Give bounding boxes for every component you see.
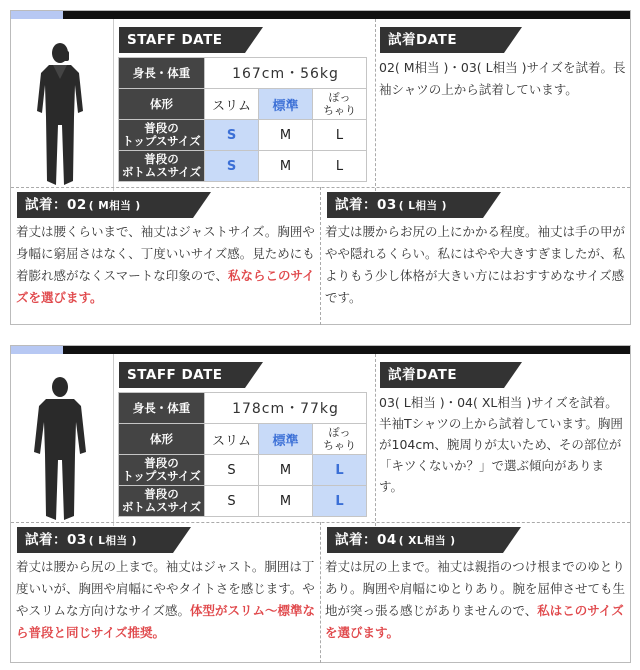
height-weight-value: 167cm・56kg [205, 58, 367, 89]
bottoms-label-line2: ボトムスサイズ [121, 500, 202, 514]
bottoms-size-s: S [205, 151, 259, 182]
review-highlight: 体型がスリム～標準なら普段と同じサイズ推奨。 [16, 603, 316, 640]
top-bar-accent [11, 346, 63, 354]
staff-date-header: STAFF DATE [119, 27, 245, 53]
review-header-03 [327, 192, 483, 218]
tops-size-row [119, 455, 367, 486]
review-header-02 [17, 192, 193, 218]
body-type-standard: 標準 [259, 424, 313, 455]
review-title: 試着：03 [335, 197, 397, 213]
divider-vertical-reviews [320, 187, 321, 325]
bottoms-label-line2: ボトムスサイズ [121, 165, 202, 179]
tops-size-label [119, 455, 205, 486]
trial-summary: 02( M相当 )・03( L相当 )サイズを試着。長袖シャツの上から試着しています。 [379, 60, 626, 97]
body-type-label: 体形 [119, 89, 205, 120]
trial-date-header: 試着DATE [380, 27, 504, 53]
review-body: 着丈は尻の上まで。袖丈は親指のつけ根までのゆとりあり。胸囲や肩幅にゆとりあり。腕を屈伸させても生地が突っ張る感じがありませんので、 [325, 559, 626, 618]
tops-size-l: L [313, 455, 367, 486]
review-highlight: 私はこのサイズを選びます。 [325, 603, 624, 640]
height-weight-label: 身長・体重 [119, 58, 205, 89]
block-top-bar [11, 11, 630, 19]
body-type-chubby: ぽっ ちゃり [313, 424, 367, 455]
height-weight-value: 178cm・77kg [205, 393, 367, 424]
staff-block-1 [10, 10, 631, 325]
staff-silhouette-1 [11, 19, 114, 191]
trial-summary: 03( L相当 )・04( XL相当 )サイズを試着。半袖Tシャツの上から試着しています。胸囲が104cm、腕周りが太いため、その部位が「キツくないか？」で選ぶ傾向があります。 [379, 395, 623, 494]
divider-vertical [375, 354, 376, 526]
spec-table-1 [118, 57, 367, 182]
review-text-02 [16, 221, 320, 309]
review-title: 試着：02 [25, 197, 87, 213]
staff-silhouette-2 [11, 354, 114, 526]
review-text-04 [325, 556, 627, 644]
block-top-bar [11, 346, 630, 354]
review-highlight: 私ならこのサイズを選びます。 [16, 268, 315, 305]
review-size-equiv: ( M相当 ) [88, 200, 141, 212]
review-body: 着丈は腰からお尻の上にかかる程度。袖丈は手の甲がやや隠れるくらい。私にはやや大きすぎましたが、私よりもう少し体格が大きい方にはおすすめなサイズ感です。 [325, 224, 626, 305]
divider-vertical [375, 19, 376, 191]
tops-size-s: S [205, 455, 259, 486]
staff-block-2 [10, 345, 631, 663]
review-title: 試着：03 [25, 532, 87, 548]
height-weight-row [119, 393, 367, 424]
tops-size-m: M [259, 120, 313, 151]
review-body: 着丈は腰から尻の上まで。袖丈はジャスト。胴囲は丁度いいが、胸囲や肩幅にややタイトさを感じます。ややスリムな方向けなサイズ感。 [16, 559, 315, 618]
review-size-equiv: ( L相当 ) [398, 200, 447, 212]
height-weight-row [119, 58, 367, 89]
bottoms-label-line1: 普段の [144, 487, 179, 501]
person-silhouette-icon [29, 376, 91, 522]
body-type-slim: スリム [205, 424, 259, 455]
spec-table-2 [118, 392, 367, 517]
bottoms-label-line1: 普段の [144, 152, 179, 166]
tops-size-m: M [259, 455, 313, 486]
tops-size-row [119, 120, 367, 151]
bottoms-size-l: L [313, 486, 367, 517]
tops-label-line1: 普段の [144, 121, 179, 135]
tops-label-line1: 普段の [144, 456, 179, 470]
bottoms-size-label [119, 151, 205, 182]
trial-date-header: 試着DATE [380, 362, 504, 388]
review-size-equiv: ( XL相当 ) [398, 535, 456, 547]
tops-size-label [119, 120, 205, 151]
review-header-03 [17, 527, 173, 553]
review-header-04 [327, 527, 503, 553]
body-type-chubby: ぽっ ちゃり [313, 89, 367, 120]
staff-date-header: STAFF DATE [119, 362, 245, 388]
bottoms-size-label [119, 486, 205, 517]
divider-vertical-reviews [320, 522, 321, 663]
body-type-slim: スリム [205, 89, 259, 120]
bottoms-size-l: L [313, 151, 367, 182]
height-weight-label: 身長・体重 [119, 393, 205, 424]
tops-size-l: L [313, 120, 367, 151]
body-type-label: 体形 [119, 424, 205, 455]
tops-size-s: S [205, 120, 259, 151]
bottoms-size-s: S [205, 486, 259, 517]
review-text-03 [325, 221, 627, 309]
review-body: 着丈は腰くらいまで、袖丈はジャストサイズ。胸囲や身幅に窮屈さはなく、丁度いいサイズ感。見ためにも着膨れ感がなくスマートな印象ので、 [16, 224, 315, 283]
bottoms-size-row [119, 151, 367, 182]
bottoms-size-m: M [259, 151, 313, 182]
bottoms-size-m: M [259, 486, 313, 517]
review-size-equiv: ( L相当 ) [88, 535, 137, 547]
top-bar-accent [11, 11, 63, 19]
bottoms-size-row [119, 486, 367, 517]
review-title: 試着：04 [335, 532, 397, 548]
body-type-row [119, 424, 367, 455]
tops-label-line2: トップスサイズ [122, 134, 201, 148]
body-type-standard: 標準 [259, 89, 313, 120]
tops-label-line2: トップスサイズ [122, 469, 201, 483]
body-type-row [119, 89, 367, 120]
person-silhouette-icon [29, 41, 91, 187]
review-text-03 [16, 556, 320, 644]
